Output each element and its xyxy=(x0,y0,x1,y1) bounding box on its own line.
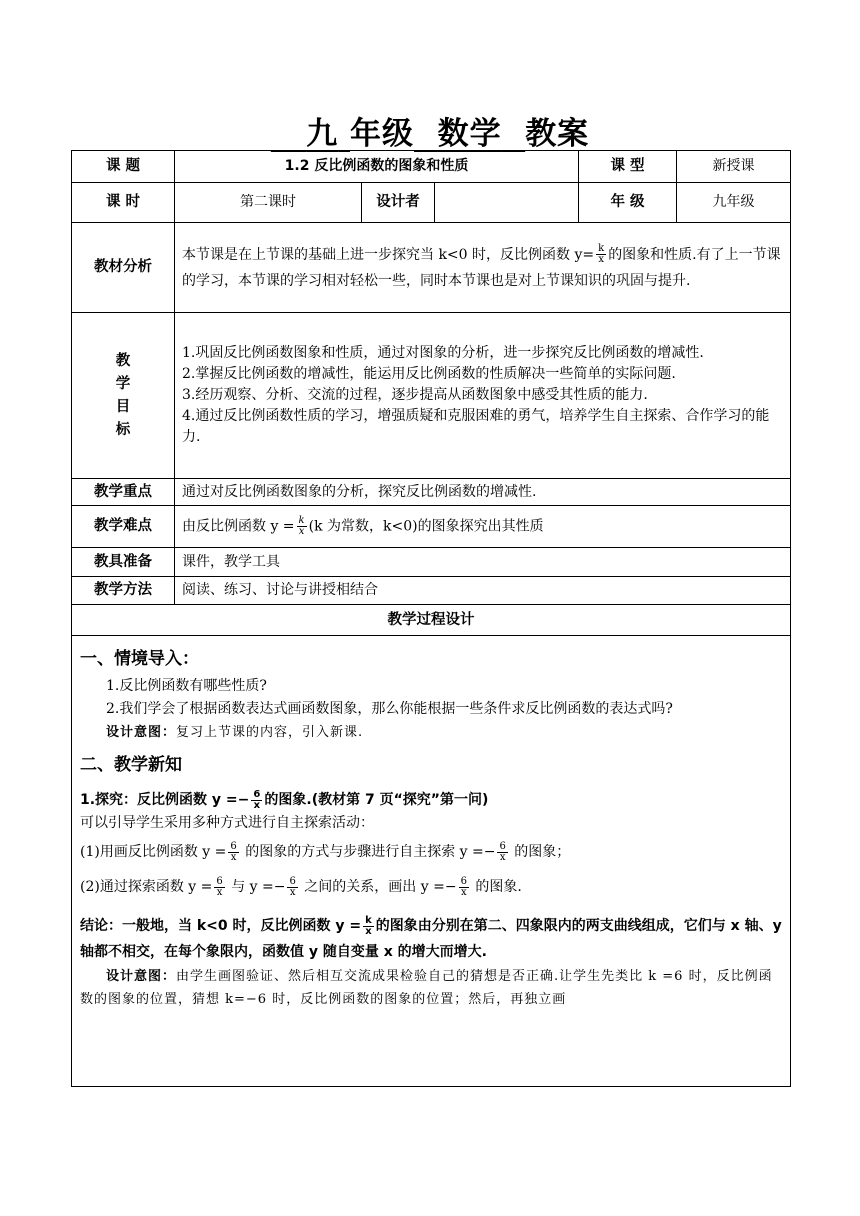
period-row xyxy=(72,183,791,223)
k-over-x-fraction: $\frac{k}{x}$ xyxy=(365,914,372,937)
key-point-label: 教学重点 xyxy=(72,479,175,506)
grade-label: 年 级 xyxy=(579,183,677,223)
section2-intent: 设计意图：由学生画图验证、然后相互交流成果检验自己的猜想是否正确.让学生先类比 k =6 时，反比例函数的图象的位置，猜想 k=−6 时，反比例函数的图象的位置；然后，再独立画 xyxy=(80,969,773,1007)
tools-label: 教具准备 xyxy=(72,548,175,577)
step-1: (1)用画反比例函数 y = $\frac{6}{x}$ 的图象的方式与步骤进行自主探索 y =− $\frac{6}{x}$ 的图象； xyxy=(80,840,571,863)
section1-intent: 设计意图：复习上节课的内容，引入新课. xyxy=(106,725,364,740)
tools-row xyxy=(72,548,791,577)
section1-question: 1.反比例函数有哪些性质? xyxy=(106,678,267,694)
title-suffix: 教案 xyxy=(525,116,590,152)
six-over-x-fraction: $\frac{6}{x}$ xyxy=(216,875,223,898)
six-over-x-fraction: $\frac{6}{x}$ xyxy=(253,788,261,811)
designer-label: 设计者 xyxy=(362,183,435,223)
goals-row xyxy=(72,313,791,479)
six-over-x-fraction: $\frac{6}{x}$ xyxy=(499,840,506,863)
six-over-x-fraction: $\frac{6}{x}$ xyxy=(230,840,237,863)
title-grade: 九 xyxy=(306,116,339,152)
topic-row xyxy=(72,151,791,183)
process-heading: 教学过程设计 xyxy=(72,605,791,636)
analysis-row xyxy=(72,223,791,313)
six-over-x-fraction: $\frac{6}{x}$ xyxy=(289,875,296,898)
goal-item: 2.掌握反比例函数的增减性，能运用反比例函数的性质解决一些简单的实际问题. xyxy=(182,366,676,382)
process-content xyxy=(72,636,791,1087)
method-label: 教学方法 xyxy=(72,577,175,605)
difficulty-label: 教学难点 xyxy=(72,506,175,548)
analysis-text-part-1: 本节课是在上节课的基础上进一步探究当 k<0 时，反比例函数 y= xyxy=(182,246,595,263)
k-over-x-fraction: $\frac{k}{x}$ xyxy=(598,243,605,265)
six-over-x-fraction: $\frac{6}{x}$ xyxy=(460,875,467,898)
document-title xyxy=(0,108,860,153)
k-over-x-fraction: $\frac{k}{x}$ xyxy=(298,514,305,537)
goals-label: 教 学 目 标 xyxy=(72,313,175,479)
goal-item: 1.巩固反比例函数图象和性质，通过对图象的分析，进一步探究反比例函数的增减性. xyxy=(182,345,704,361)
title-grade-suffix: 年级 xyxy=(350,116,414,152)
section2-title: 二、教学新知 xyxy=(80,755,182,775)
section1-title: 一、情境导入： xyxy=(80,649,199,669)
tools-text: 课件，教学工具 xyxy=(175,548,791,577)
key-point-text: 通过对反比例函数图象的分析，探究反比例函数的增减性. xyxy=(175,479,791,506)
difficulty-text: 由反比例函数 y = $\frac{k}{x}$ (k 为常数，k<0)的图象探究出其性质 xyxy=(175,506,791,548)
conclusion: 结论：一般地，当 k<0 时，反比例函数 y = $\frac{k}{x}$ 的图象由分别在第二、四象限内的两支曲线组成，它们与 x 轴、y 轴都不相交，在每个象限内，函数值 y 随自变量 x 的增大而增大. xyxy=(80,914,782,960)
process-content-row xyxy=(72,636,791,1087)
difficulty-row xyxy=(72,506,791,548)
goals-list xyxy=(175,313,791,479)
period-label: 课 时 xyxy=(72,183,175,223)
method-text: 阅读、练习、讨论与讲授相结合 xyxy=(175,577,791,605)
title-subject: 数学 xyxy=(437,116,502,152)
section1-question: 2.我们学会了根据函数表达式画函数图象，那么你能根据一些条件求反比例函数的表达式吗? xyxy=(106,701,673,717)
analysis-text-part-2: 的图象和性质.有了上一节课的学习，本节课的学习相对轻松一些，同时本节课也是对上节课知识的巩固与提升. xyxy=(182,246,781,289)
analysis-label: 教材分析 xyxy=(72,223,175,313)
key-point-row xyxy=(72,479,791,506)
method-row xyxy=(72,577,791,605)
period-value: 第二课时 xyxy=(175,183,362,223)
step-2: (2)通过探索函数 y = $\frac{6}{x}$ 与 y =− $\frac{6}{x}$ 之间的关系，画出 y =− $\frac{6}{x}$ 的图象. xyxy=(80,875,522,898)
topic-label: 课 题 xyxy=(72,151,175,183)
topic-value: 1.2 反比例函数的图象和性质 xyxy=(175,151,579,183)
goal-item: 4.通过反比例函数性质的学习，增强质疑和克服困难的勇气，培养学生自主探索、合作学习的能力. xyxy=(182,408,770,445)
type-value: 新授课 xyxy=(677,151,791,183)
grade-value: 九年级 xyxy=(677,183,791,223)
designer-value xyxy=(435,183,579,223)
guide-text: 可以引导学生采用多种方式进行自主探索活动： xyxy=(80,815,374,831)
type-label: 课 型 xyxy=(579,151,677,183)
process-heading-row xyxy=(72,605,791,636)
goal-item: 3.经历观察、分析、交流的过程，逐步提高从函数图象中感受其性质的能力. xyxy=(182,387,648,403)
lesson-plan-table xyxy=(71,150,791,1087)
analysis-text xyxy=(175,223,791,313)
explore-heading: 1.探究：反比例函数 y =− $\frac{6}{x}$ 的图象.(教材第 7 页“探究”第一问) xyxy=(80,788,489,811)
